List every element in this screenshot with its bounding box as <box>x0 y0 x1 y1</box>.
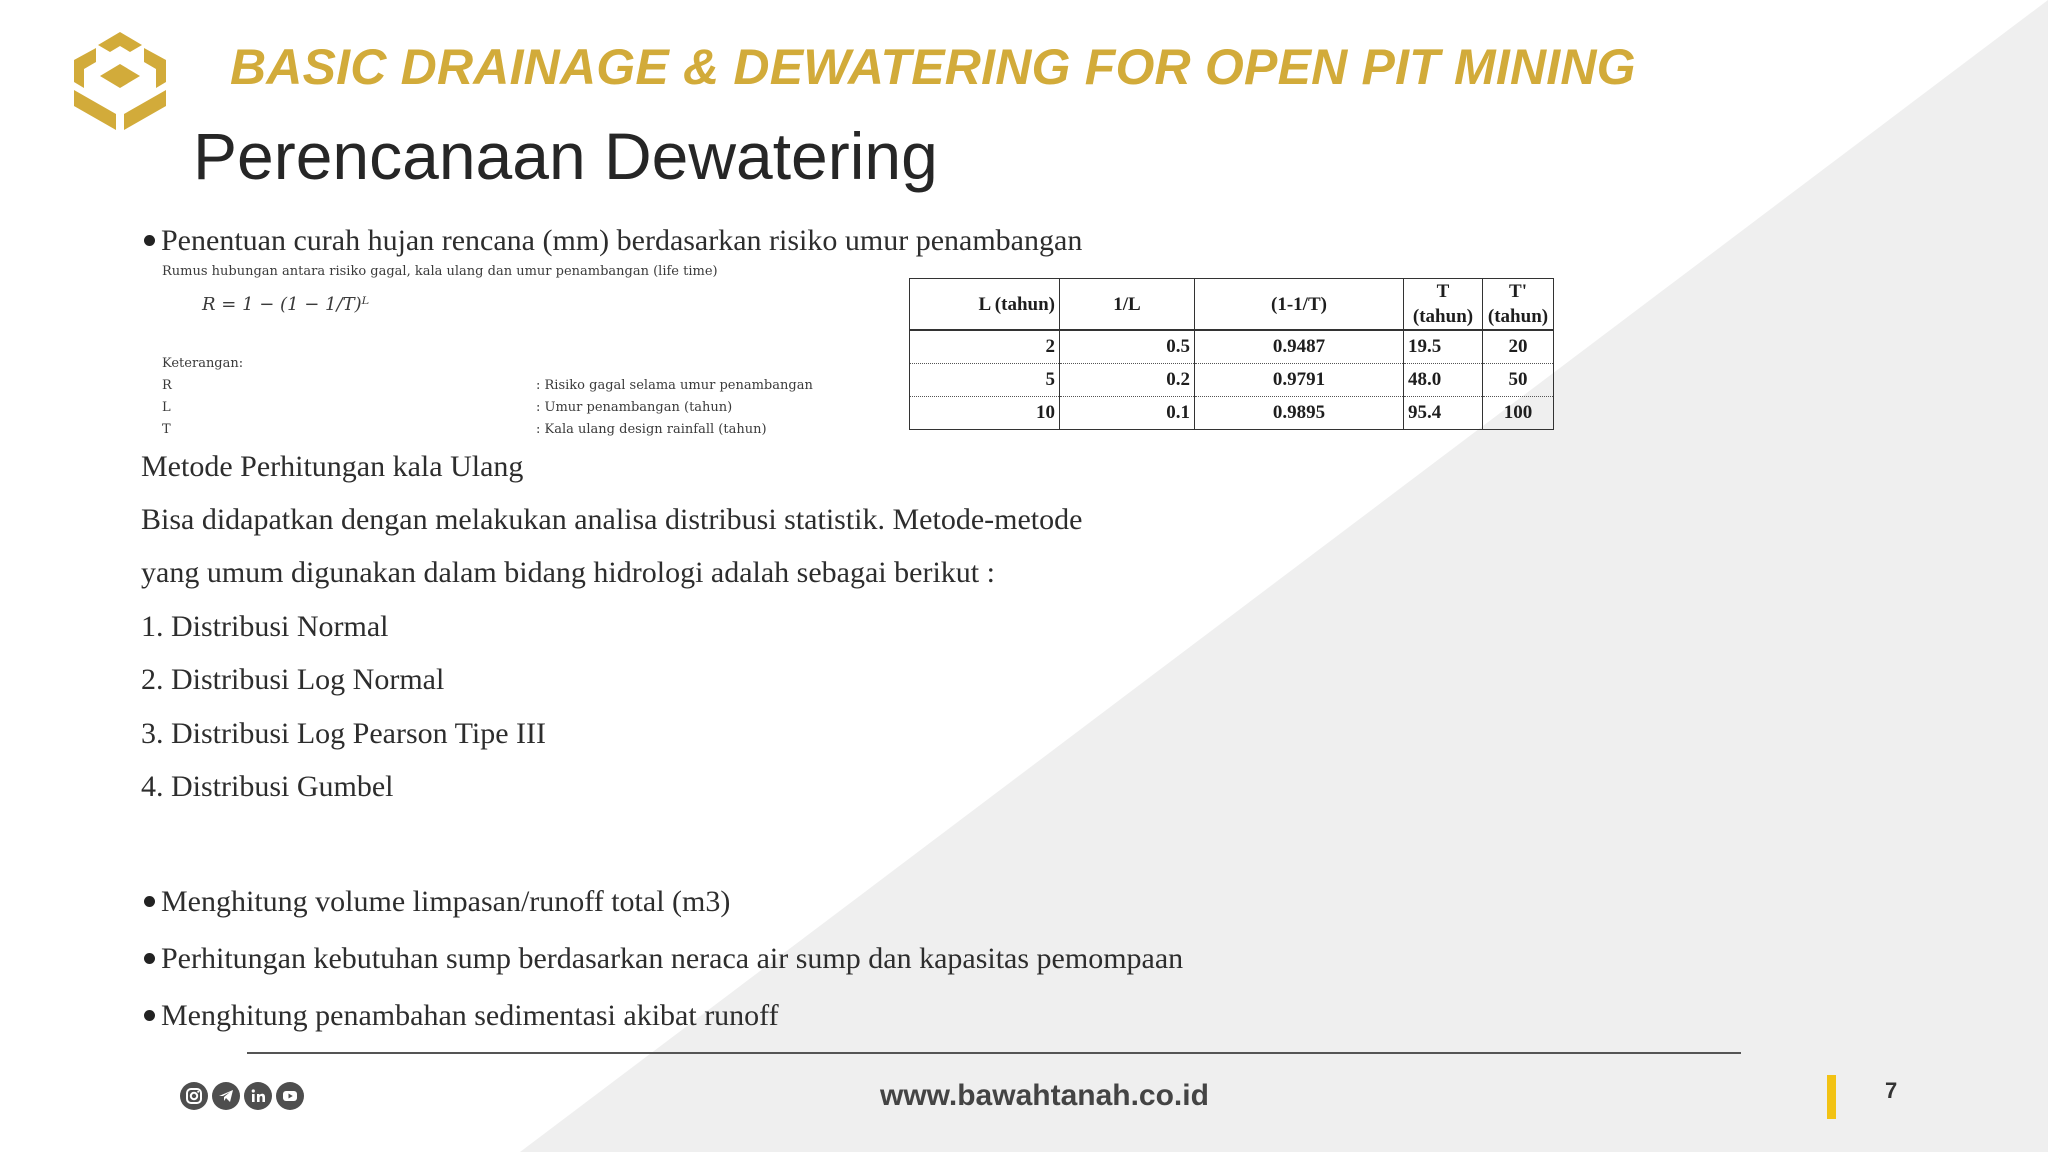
table-cell: 20 <box>1483 330 1554 364</box>
body-heading: Metode Perhitungan kala Ulang <box>141 450 524 483</box>
table-cell: 5 <box>910 364 1060 397</box>
formula-description: : Risiko gagal selama umur penambangan <box>536 378 813 393</box>
table-cell: 95.4 <box>1404 397 1483 430</box>
page-number: 7 <box>1885 1078 1898 1103</box>
bullet-dot-icon <box>144 953 155 964</box>
return-period-table <box>909 278 1554 430</box>
bullet-text: Perhitungan kebutuhan sump berdasarkan neraca air sump dan kapasitas pemompaan <box>161 942 1184 975</box>
company-logo-icon <box>70 30 170 132</box>
bullet-dot-icon <box>144 896 155 907</box>
table-cell: 0.5 <box>1060 330 1195 364</box>
table-cell: 10 <box>910 397 1060 430</box>
table-cell: 100 <box>1483 397 1554 430</box>
telegram-icon[interactable] <box>212 1082 240 1110</box>
formula-equation: R = 1 − (1 − 1/T)ᴸ <box>202 294 370 315</box>
table-row <box>910 397 1554 430</box>
table-cell: 0.9895 <box>1195 397 1404 430</box>
table-cell: 0.1 <box>1060 397 1195 430</box>
formula-keterangan-label: Keterangan: <box>162 356 244 371</box>
formula-symbol: L <box>162 400 171 415</box>
list-item: 1. Distribusi Normal <box>141 610 389 643</box>
table-cell: 0.9487 <box>1195 330 1404 364</box>
table-cell: 0.9791 <box>1195 364 1404 397</box>
table-cell: 48.0 <box>1404 364 1483 397</box>
formula-description: : Umur penambangan (tahun) <box>536 400 733 415</box>
list-item: 4. Distribusi Gumbel <box>141 770 394 803</box>
bullet-dot-icon <box>144 235 155 246</box>
youtube-icon[interactable] <box>276 1082 304 1110</box>
bullet-text: Menghitung volume limpasan/runoff total (m3) <box>161 885 731 918</box>
bullet-item <box>144 999 779 1033</box>
body-paragraph-line: yang umum digunakan dalam bidang hidrologi adalah sebagai berikut : <box>141 556 995 589</box>
bullet-dot-icon <box>144 1010 155 1021</box>
table-cell: 2 <box>910 330 1060 364</box>
linkedin-icon[interactable] <box>244 1082 272 1110</box>
body-paragraph-line: Bisa didapatkan dengan melakukan analisa distribusi statistik. Metode-metode <box>141 503 1083 536</box>
list-item: 3. Distribusi Log Pearson Tipe III <box>141 717 546 750</box>
table-cell: 50 <box>1483 364 1554 397</box>
formula-caption: Rumus hubungan antara risiko gagal, kala ulang dan umur penambangan (life time) <box>162 264 718 279</box>
table-header-cell: L (tahun) <box>910 279 1060 331</box>
table-row <box>910 330 1554 364</box>
page-title: Perencanaan Dewatering <box>193 119 938 193</box>
table-header-cell: T' (tahun) <box>1483 279 1554 331</box>
website-link[interactable]: www.bawahtanah.co.id <box>880 1079 1209 1112</box>
formula-symbol: T <box>162 422 171 437</box>
bullet-item <box>144 885 730 919</box>
table-cell: 19.5 <box>1404 330 1483 364</box>
table-cell: 0.2 <box>1060 364 1195 397</box>
instagram-icon[interactable] <box>180 1082 208 1110</box>
bullet-text: Penentuan curah hujan rencana (mm) berdasarkan risiko umur penambangan <box>161 224 1083 257</box>
footer-divider <box>247 1052 1741 1054</box>
bullet-item <box>144 224 1082 258</box>
social-links <box>180 1082 304 1116</box>
bullet-text: Menghitung penambahan sedimentasi akibat runoff <box>161 999 779 1032</box>
table-row <box>910 364 1554 397</box>
formula-figure <box>160 264 813 444</box>
table-header-row <box>910 279 1554 331</box>
list-item: 2. Distribusi Log Normal <box>141 663 445 696</box>
table-header-cell: T (tahun) <box>1404 279 1483 331</box>
header-title: BASIC DRAINAGE & DEWATERING FOR OPEN PIT MINING <box>230 39 1636 95</box>
table-header-cell: (1-1/T) <box>1195 279 1404 331</box>
table-header-cell: 1/L <box>1060 279 1195 331</box>
bullet-item <box>144 942 1183 976</box>
accent-bar <box>1827 1075 1836 1119</box>
formula-symbol: R <box>162 378 172 393</box>
formula-description: : Kala ulang design rainfall (tahun) <box>536 422 767 437</box>
